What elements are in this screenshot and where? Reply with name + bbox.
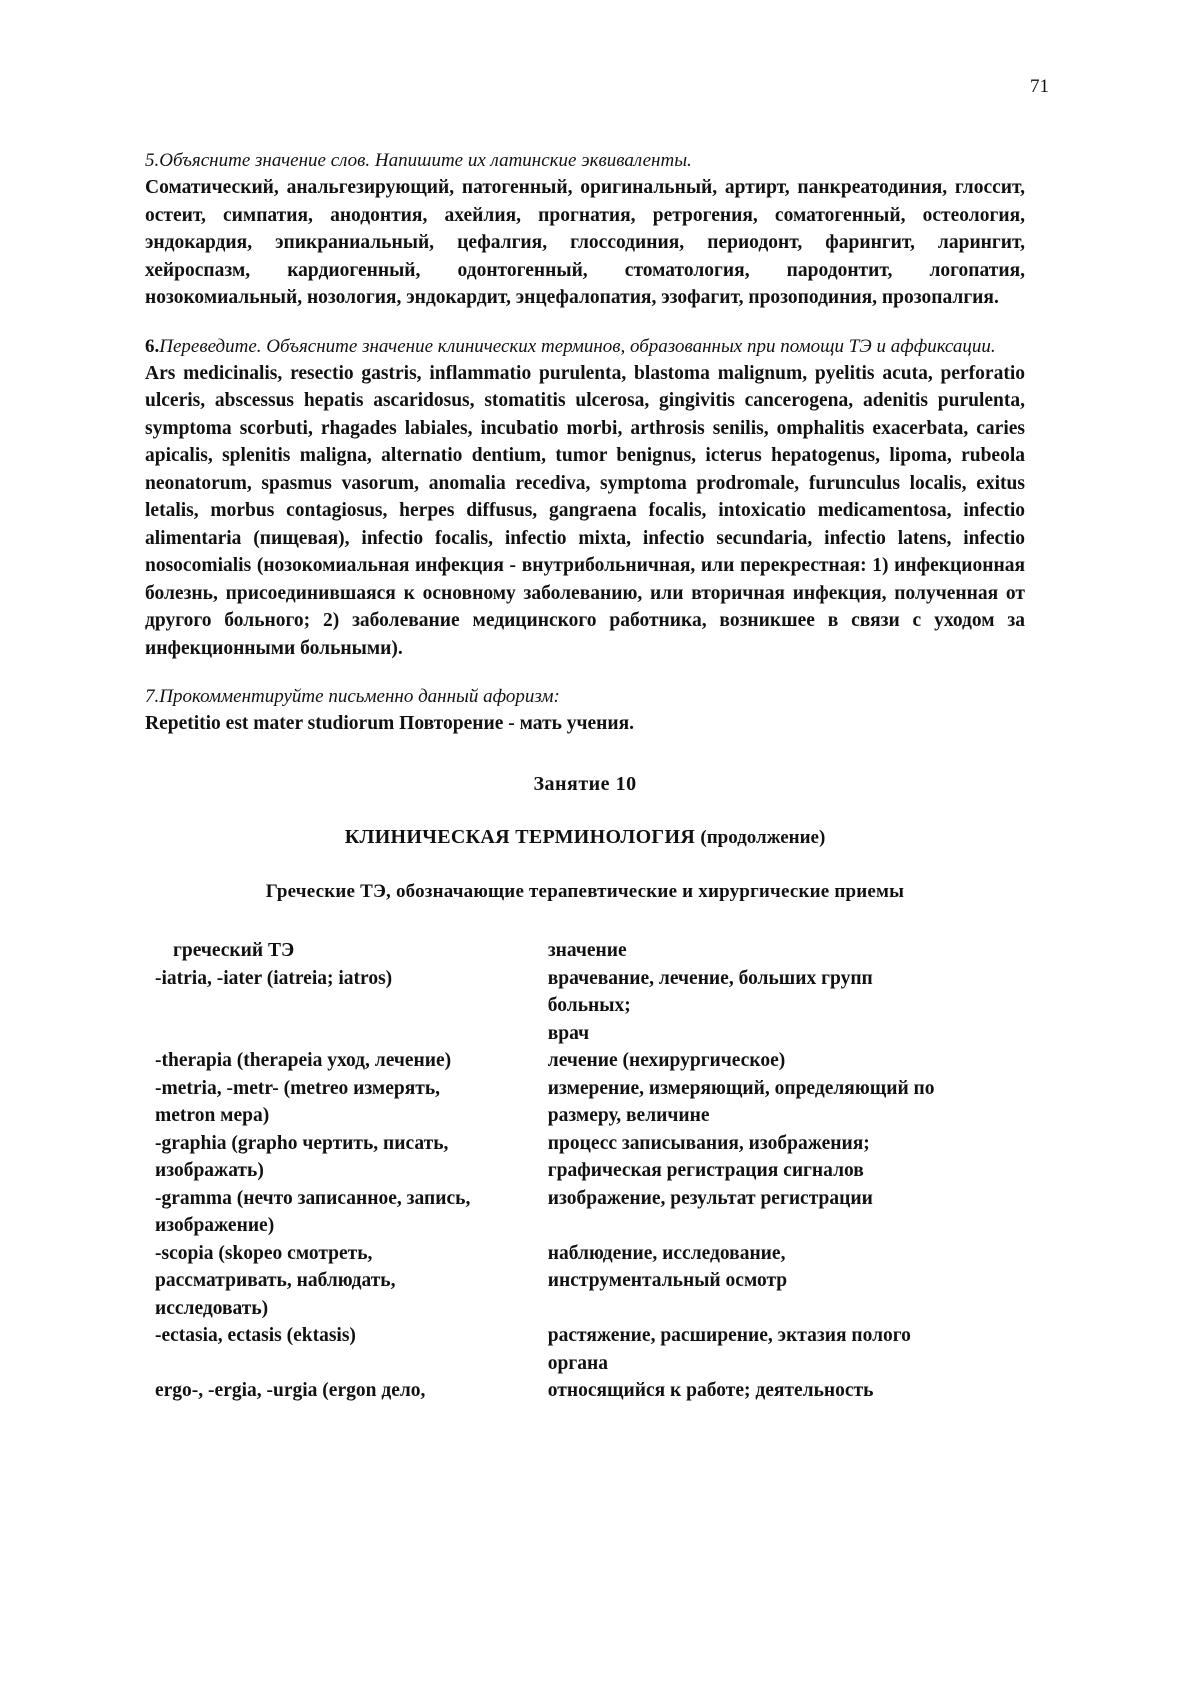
term-line: -scopia (skopeo смотреть, <box>155 1242 373 1264</box>
term-line: -ectasia, ectasis (ektasis) <box>155 1325 356 1346</box>
term-cell <box>145 1075 538 1130</box>
section-heading-main: КЛИНИЧЕСКАЯ ТЕРМИНОЛОГИЯ <box>344 826 696 848</box>
meaning-line: больных; <box>547 995 631 1016</box>
term-line: metron мера) <box>155 1105 270 1126</box>
meaning-line: размеру, величине <box>547 1105 710 1126</box>
meaning-line: врачевание, лечение, больших групп <box>547 967 873 989</box>
task-5-title: 5.Объясните значение слов. Напишите их латинские эквиваленты. <box>145 150 692 171</box>
meaning-line: изображение, результат регистрации <box>547 1187 873 1209</box>
task-6-body: Ars medicinalis, resectio gastris, inflammatio purulenta, blastoma malignum, pyelitis acuta, perforatio ulceris, abscessus hepatis ascaridosus, stomatitis ulcerosa, gingivitis cancerogena, adenitis purulenta, symptoma scorbuti, rhagades labiales, incubatio morbi, arthrosis senilis, omphalitis exacerbata, caries apicalis, splenitis maligna, alternatio dentium, tumor benignus, icterus hepatogenus, lipoma, rubeola neonatorum, spasmus vasorum, anomalia recediva, symptoma prodromale, furunculus localis, exitus letalis, morbus contagiosus, herpes diffusus, gangraena focalis, intoxicatio medicamentosa, infectio alimentaria (пищевая), infectio focalis, infectio mixta, infectio secundaria, infectio latens, infectio nosocomialis (нозокомиальная инфекция - внутрибольничная, или перекрестная: 1) инфекционная болезнь, присоединившаяся к основному заболеванию, или вторичная инфекция, полученная от другого больного; 2) заболевание медицинского работника, возникшее в связи с уходом за инфекционными больными). <box>145 362 1025 659</box>
meaning-line: лечение (нехирургическое) <box>547 1050 786 1071</box>
term-cell <box>145 965 538 1048</box>
meaning-cell <box>538 1185 1025 1240</box>
term-line: изображать) <box>155 1160 264 1181</box>
table-row <box>145 1185 1025 1240</box>
term-line: -metria, -metr- (metreo измерять, <box>155 1077 441 1099</box>
table-row <box>145 1047 1025 1075</box>
task-7-title: 7.Прокомментируйте письменно данный афоризм: <box>145 686 560 707</box>
table-row <box>145 965 1025 1048</box>
section-subheading: Греческие ТЭ, обозначающие терапевтические и хирургические приемы <box>265 881 905 902</box>
term-cell <box>145 1240 538 1323</box>
page-content <box>145 148 1025 1405</box>
term-line: ergo-, -ergia, -urgia (ergon дело, <box>155 1380 426 1401</box>
meaning-cell <box>538 1240 1025 1323</box>
terms-table <box>145 937 1025 1405</box>
meaning-line: наблюдение, исследование, <box>547 1242 786 1264</box>
term-line: рассматривать, наблюдать, <box>155 1270 396 1291</box>
meaning-line: измерение, измеряющий, определяющий по <box>547 1077 935 1099</box>
table-row <box>145 1240 1025 1323</box>
term-line: изображение) <box>155 1215 275 1236</box>
term-line: исследовать) <box>155 1297 269 1319</box>
term-cell <box>145 1377 538 1405</box>
table-row <box>145 1130 1025 1185</box>
meaning-cell <box>538 1075 1025 1130</box>
term-cell <box>145 1047 538 1075</box>
term-line: -graphia (grapho чертить, писать, <box>155 1132 449 1154</box>
term-line: -iatria, -iater (iatreia; iatros) <box>155 967 393 989</box>
task-5-body: Соматический, анальгезирующий, патогенный, оригинальный, артирт, панкреатодиния, глоссит, остеит, симпатия, анодонтия, ахейлия, прогнатия, ретрогения, соматогенный, остеология, эндокардия, эпикраниальный, цефалгия, глоссодиния, периодонт, фарингит, ларингит, хейроспазм, кардиогенный, одонтогенный, стоматология, пародонтит, логопатия, нозокомиальный, нозология, эндокардит, энцефалопатия, эзофагит, прозоподиния, прозопалгия. <box>145 177 1025 308</box>
table-body <box>145 965 1025 1405</box>
page-number: 71 <box>1030 76 1049 97</box>
lesson-title: Занятие 10 <box>533 773 637 795</box>
task-6-title-text: Переведите. Объясните значение клинических терминов, образованных при помощи ТЭ и аффиксации. <box>159 335 996 357</box>
meaning-line: графическая регистрация сигналов <box>547 1160 864 1181</box>
meaning-cell <box>538 1377 1025 1405</box>
table-header-left: греческий ТЭ <box>173 940 295 961</box>
term-cell <box>145 1185 538 1240</box>
term-line: -gramma (нечто записанное, запись, <box>155 1187 471 1209</box>
table-row <box>145 1322 1025 1377</box>
table-header-right: значение <box>547 940 627 961</box>
meaning-cell <box>538 965 1025 1048</box>
task-7-body: Repetitio est mater studiorum Повторение - мать учения. <box>145 713 635 734</box>
table-row <box>145 1377 1025 1405</box>
term-cell <box>145 1322 538 1377</box>
task-6-number: 6. <box>145 335 160 357</box>
task-6-title <box>145 334 1025 360</box>
term-cell <box>145 1130 538 1185</box>
meaning-line: растяжение, расширение, эктазия полого <box>547 1325 911 1346</box>
meaning-line: процесс записывания, изображения; <box>547 1132 870 1154</box>
meaning-cell <box>538 1047 1025 1075</box>
meaning-line: органа <box>547 1352 608 1374</box>
meaning-line: врач <box>547 1022 590 1044</box>
section-heading-sub: (продолжение) <box>700 827 826 848</box>
meaning-line: инструментальный осмотр <box>547 1270 788 1291</box>
meaning-cell <box>538 1322 1025 1377</box>
table-header-row <box>145 937 1025 965</box>
meaning-line: относящийся к работе; деятельность <box>547 1380 874 1401</box>
section-heading <box>145 826 1025 849</box>
term-line: -therapia (therapeia уход, лечение) <box>155 1050 452 1071</box>
meaning-cell <box>538 1130 1025 1185</box>
table-row <box>145 1075 1025 1130</box>
